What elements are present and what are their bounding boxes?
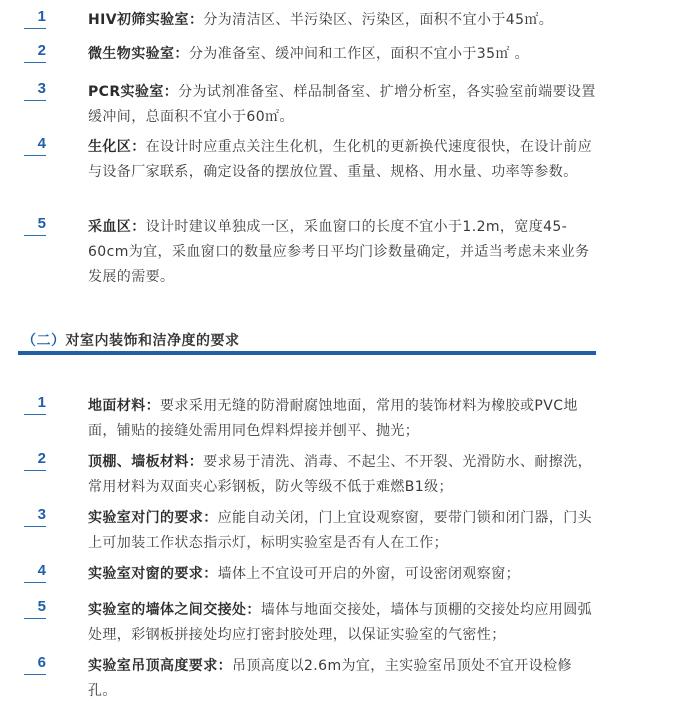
item-number: 3 [24, 506, 46, 527]
item-body: 在设计时应重点关注生化机，生化机的更新换代速度很快，在设计前应与设备厂家联系，确定设备的摆放位置、重量、规格、用水量、功率等参数。 [88, 139, 593, 180]
item-number: 2 [24, 450, 46, 471]
item-text [88, 135, 600, 185]
item-text [88, 654, 600, 704]
section-heading-label [22, 330, 240, 350]
item-number: 5 [24, 598, 46, 619]
item-text [88, 80, 600, 130]
section-divider [18, 351, 596, 355]
item-body: 设计时建议单独成一区，采血窗口的长度不宜小于1.2m，宽度45-60cm为宜，采血窗口的数量应参考日平均门诊数量确定，并适当考虑未来业务发展的需要。 [88, 219, 590, 285]
item-text [88, 562, 600, 587]
item-body: 分为清洁区、半污染区、污染区，面积不宜小于45㎡。 [203, 12, 554, 28]
item-title: 生化区： [88, 139, 146, 155]
item-title: 微生物实验室： [88, 46, 189, 62]
item-body: 要求易于清洗、消毒、不起尘、不开裂、光滑防水、耐擦洗，常用材料为双面夹心彩钢板，防火等级不低于难燃B1级； [88, 454, 593, 495]
item-number: 1 [24, 8, 46, 29]
item-body: 分为准备室、缓冲间和工作区，面积不宜小于35㎡ 。 [188, 46, 530, 62]
section-title: 对室内装饰和洁净度的要求 [65, 333, 240, 349]
item-title: 实验室对门的要求： [88, 510, 218, 526]
item-body: 分为试剂准备室、样品制备室、扩增分析室，各实验室前端要设置缓冲间，总面积不宜小于60㎡。 [88, 84, 596, 125]
item-number: 4 [24, 562, 46, 583]
item-text [88, 215, 600, 290]
section-heading [18, 326, 596, 356]
item-text [88, 598, 600, 648]
item-body: 要求采用无缝的防滑耐腐蚀地面，常用的装饰材料为橡胶或PVC地面，铺贴的接缝处需用同色焊料焊接并刨平、抛光； [88, 398, 578, 439]
item-title: HIV初筛实验室： [88, 12, 204, 28]
item-title: 地面材料： [88, 398, 160, 414]
item-text [88, 8, 600, 33]
item-body: 墙体与地面交接处，墙体与顶棚的交接处均应用圆弧处理，彩钢板拼接处均应打密封胶处理，以保证实验室的气密性； [88, 602, 593, 643]
item-title: 采血区： [88, 219, 146, 235]
item-text [88, 506, 600, 556]
item-number: 3 [24, 80, 46, 101]
item-title: 顶棚、墙板材料： [88, 454, 204, 470]
item-text [88, 450, 600, 500]
item-number: 4 [24, 135, 46, 156]
item-body: 应能自动关闭，门上宜设观察窗，要带门锁和闭门器，门头上可加装工作状态指示灯，标明实验室是否有人在工作； [88, 510, 593, 551]
item-number: 2 [24, 42, 46, 63]
section-number: （二） [22, 333, 66, 349]
item-text [88, 394, 600, 444]
item-title: PCR实验室： [88, 84, 179, 100]
item-number: 6 [24, 654, 46, 675]
item-body: 吊顶高度以2.6m为宜，主实验室吊顶处不宜开设检修孔。 [88, 658, 572, 699]
item-title: 实验室吊顶高度要求： [88, 658, 232, 674]
item-text [88, 42, 600, 67]
item-title: 实验室对窗的要求： [88, 566, 218, 582]
item-number: 5 [24, 215, 46, 236]
item-body: 墙体上不宜设可开启的外窗，可设密闭观察窗； [217, 566, 521, 582]
item-number: 1 [24, 394, 46, 415]
item-title: 实验室的墙体之间交接处： [88, 602, 261, 618]
